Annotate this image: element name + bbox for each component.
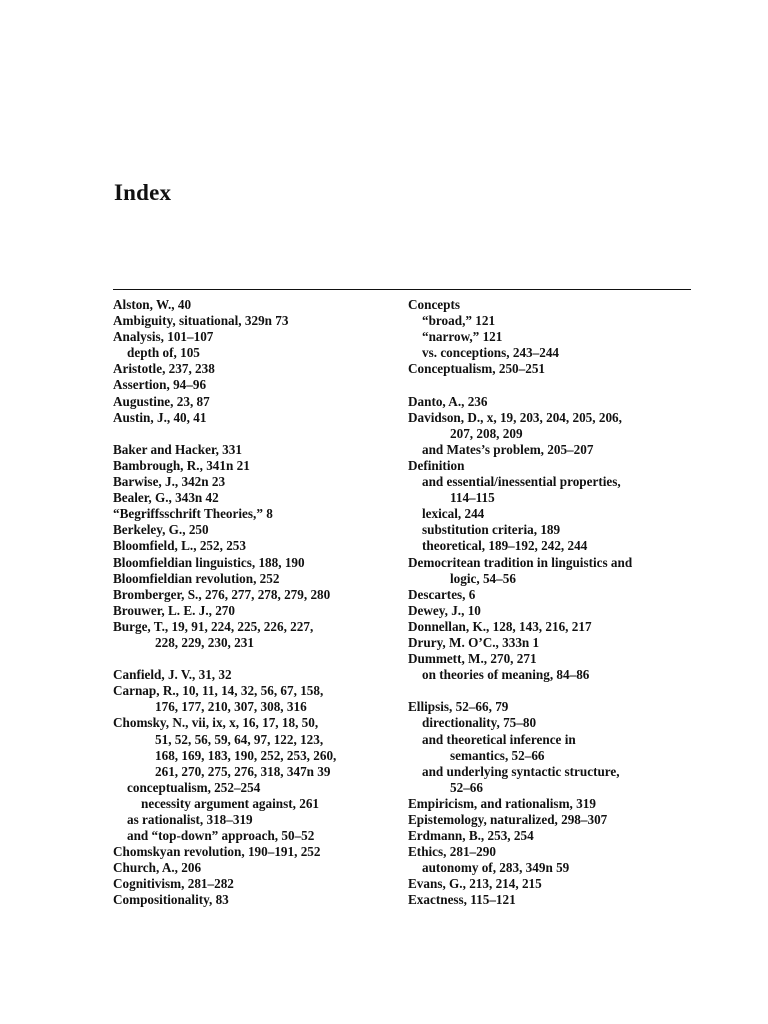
index-entry: Democritean tradition in linguistics and (408, 554, 633, 570)
index-column-right (408, 297, 693, 909)
index-entry: Dummett, M., 270, 271 (408, 651, 537, 667)
index-entry: Alston, W., 40 (113, 297, 192, 312)
index-subentry: 176, 177, 210, 307, 308, 316 (155, 699, 307, 715)
index-entry: Aristotle, 237, 238 (113, 361, 215, 377)
index-entry: Barwise, J., 342n 23 (113, 474, 226, 490)
index-subentry: 168, 169, 183, 190, 252, 253, 260, (155, 747, 337, 763)
index-subentry: conceptualism, 252–254 (127, 779, 261, 795)
index-subentry: necessity argument against, 261 (141, 795, 320, 811)
index-group-gap (408, 377, 693, 393)
index-entry: Davidson, D., x, 19, 203, 204, 205, 206, (408, 409, 622, 425)
index-subentry: and “top-down” approach, 50–52 (127, 828, 315, 844)
index-subentry: “narrow,” 121 (422, 329, 503, 345)
index-subentry: depth of, 105 (127, 345, 200, 361)
index-entry: Bealer, G., 343n 42 (113, 490, 219, 506)
index-entry: Exactness, 115–121 (408, 892, 516, 908)
index-subentry: on theories of meaning, 84–86 (422, 667, 590, 683)
index-subentry: semantics, 52–66 (450, 747, 545, 763)
index-entry: Ambiguity, situational, 329n 73 (113, 313, 289, 329)
index-entry: Bloomfieldian revolution, 252 (113, 570, 280, 586)
index-subentry: logic, 54–56 (450, 570, 516, 586)
index-entry: Baker and Hacker, 331 (113, 441, 242, 457)
index-entry: Empiricism, and rationalism, 319 (408, 795, 596, 811)
index-subentry: directionality, 75–80 (422, 715, 537, 731)
index-entry: Canfield, J. V., 31, 32 (113, 667, 232, 683)
header-rule (113, 289, 691, 290)
index-entry: Danto, A., 236 (408, 393, 488, 409)
page-title: Index (114, 180, 172, 205)
index-entry: Bloomfieldian linguistics, 188, 190 (113, 554, 305, 570)
index-subentry: and Mates’s problem, 205–207 (422, 441, 594, 457)
index-entry: “Begriffsschrift Theories,” 8 (113, 506, 273, 522)
index-entry: Epistemology, naturalized, 298–307 (408, 812, 608, 827)
index-subentry: 228, 229, 230, 231 (155, 634, 254, 650)
index-entry: Erdmann, B., 253, 254 (408, 828, 534, 844)
index-group-gap (113, 651, 403, 667)
index-entry: Church, A., 206 (113, 860, 202, 876)
index-entry: Descartes, 6 (408, 586, 476, 602)
index-entry: Evans, G., 213, 214, 215 (408, 876, 542, 892)
index-entry: Chomsky, N., vii, ix, x, 16, 17, 18, 50, (113, 715, 319, 731)
index-entry: Chomskyan revolution, 190–191, 252 (113, 844, 321, 860)
index-entry: Bromberger, S., 276, 277, 278, 279, 280 (113, 586, 331, 602)
index-entry: Ethics, 281–290 (408, 844, 496, 860)
index-subentry: theoretical, 189–192, 242, 244 (422, 538, 588, 554)
index-subentry: autonomy of, 283, 349n 59 (422, 860, 570, 876)
index-subentry: “broad,” 121 (422, 313, 496, 329)
index-subentry: 207, 208, 209 (450, 425, 523, 441)
index-entry: Analysis, 101–107 (113, 329, 214, 345)
index-entry: Dewey, J., 10 (408, 602, 481, 618)
index-entry: Concepts (408, 297, 461, 312)
index-entry: Bambrough, R., 341n 21 (113, 457, 250, 473)
index-subentry: lexical, 244 (422, 506, 485, 522)
index-entry: Augustine, 23, 87 (113, 393, 210, 409)
index-entry: Bloomfield, L., 252, 253 (113, 538, 246, 554)
index-column-left (113, 297, 403, 909)
index-entry: Conceptualism, 250–251 (408, 361, 546, 377)
index-subentry: 261, 270, 275, 276, 318, 347n 39 (155, 763, 331, 779)
index-subentry: 52–66 (450, 779, 483, 795)
index-entry: Cognitivism, 281–282 (113, 876, 234, 892)
index-entry: Carnap, R., 10, 11, 14, 32, 56, 67, 158, (113, 683, 324, 699)
index-subentry: 114–115 (450, 490, 495, 506)
index-group-gap (113, 426, 403, 442)
index-group-gap (408, 683, 693, 699)
index-subentry: 51, 52, 56, 59, 64, 97, 122, 123, (155, 731, 324, 747)
index-entry: Austin, J., 40, 41 (113, 409, 207, 425)
index-entry: Compositionality, 83 (113, 892, 229, 908)
index-subentry: and essential/inessential properties, (422, 474, 621, 490)
index-subentry: as rationalist, 318–319 (127, 812, 253, 827)
index-entry: Assertion, 94–96 (113, 377, 207, 393)
index-entry: Brouwer, L. E. J., 270 (113, 602, 235, 618)
index-subentry: vs. conceptions, 243–244 (422, 345, 560, 361)
index-subentry: and theoretical inference in (422, 731, 576, 747)
index-entry: Berkeley, G., 250 (113, 522, 209, 538)
index-entry: Ellipsis, 52–66, 79 (408, 699, 509, 715)
index-subentry: substitution criteria, 189 (422, 522, 561, 538)
index-entry: Burge, T., 19, 91, 224, 225, 226, 227, (113, 618, 314, 634)
index-entry: Definition (408, 457, 465, 473)
index-entry: Drury, M. O’C., 333n 1 (408, 634, 540, 650)
index-entry: Donnellan, K., 128, 143, 216, 217 (408, 618, 592, 634)
index-subentry: and underlying syntactic structure, (422, 763, 620, 779)
